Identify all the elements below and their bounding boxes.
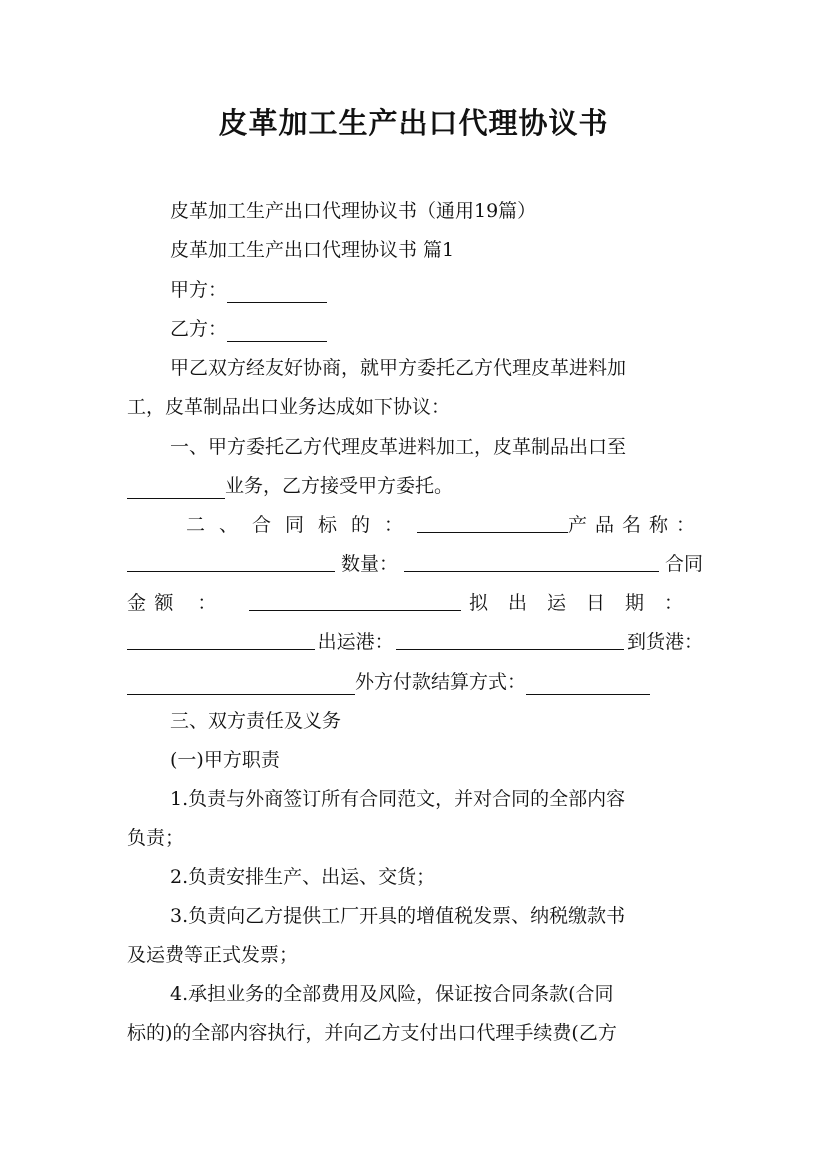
item4-line-1: 4.承担业务的全部费用及风险，保证按合同条款(合同 xyxy=(170,983,614,1005)
amount-blank[interactable] xyxy=(249,590,461,611)
clause3-sub1: (一)甲方职责 xyxy=(170,749,280,771)
clause2-row-5 xyxy=(127,669,703,695)
payment-blank[interactable] xyxy=(526,674,650,695)
port-out-blank[interactable] xyxy=(396,629,624,650)
clause2-label: 二、合同标的： xyxy=(186,514,418,536)
party-a-label: 甲方： xyxy=(170,279,228,301)
intro-line-1: 甲乙双方经友好协商，就甲方委托乙方代理皮革进料加 xyxy=(170,357,627,379)
clause2-row-1 xyxy=(186,512,703,538)
contract-subject-blank[interactable] xyxy=(417,512,568,533)
item3-line-2: 及运费等正式发票； xyxy=(127,944,299,966)
party-b-line xyxy=(170,316,703,342)
clause2-row-3 xyxy=(127,590,703,616)
product-name-label: 产品名称： xyxy=(567,514,703,536)
party-a-line xyxy=(170,277,703,303)
clause1-line-1: 一、甲方委托乙方代理皮革进料加工，皮革制品出口至 xyxy=(170,436,627,458)
item1-line-1: 1.负责与外商签订所有合同范文，并对合同的全部内容 xyxy=(170,788,626,810)
party-a-blank[interactable] xyxy=(227,282,327,303)
clause3-heading: 三、双方责任及义务 xyxy=(170,710,342,732)
clause2-row-2 xyxy=(127,551,703,577)
clause1-line-2 xyxy=(127,473,703,499)
item2: 2.负责安排生产、出运、交货； xyxy=(170,866,436,888)
port-out-label: 出运港： xyxy=(317,631,394,653)
party-b-blank[interactable] xyxy=(227,321,327,342)
quantity-label: 数量： xyxy=(340,553,398,575)
document-title: 皮革加工生产出口代理协议书 xyxy=(218,106,609,140)
item4-line-2: 标的)的全部内容执行，并向乙方支付出口代理手续费(乙方 xyxy=(127,1022,617,1044)
quantity-blank[interactable] xyxy=(404,551,659,572)
port-in-blank[interactable] xyxy=(127,674,355,695)
clause1-text: 业务，乙方接受甲方委托。 xyxy=(225,475,454,497)
subtitle: 皮革加工生产出口代理协议书（通用19篇） xyxy=(170,200,537,222)
port-in-label: 到货港： xyxy=(626,631,703,653)
contract-label: 合同 xyxy=(664,553,703,575)
ship-date-label: 拟出运日期： xyxy=(468,592,703,614)
intro-line-2: 工，皮革制品出口业务达成如下协议： xyxy=(127,396,451,418)
payment-label: 外方付款结算方式： xyxy=(355,671,527,693)
destination-blank[interactable] xyxy=(127,478,225,499)
ship-date-blank[interactable] xyxy=(127,629,315,650)
item3-line-1: 3.负责向乙方提供工厂开具的增值税发票、纳税缴款书 xyxy=(170,905,626,927)
clause2-row-4 xyxy=(127,629,703,655)
party-b-label: 乙方： xyxy=(170,318,228,340)
amount-label-1: 金 xyxy=(127,592,147,614)
amount-label-2: 额： xyxy=(154,592,241,614)
item1-line-2: 负责； xyxy=(127,827,185,849)
section-heading: 皮革加工生产出口代理协议书 篇1 xyxy=(170,239,455,261)
product-name-blank[interactable] xyxy=(127,551,335,572)
